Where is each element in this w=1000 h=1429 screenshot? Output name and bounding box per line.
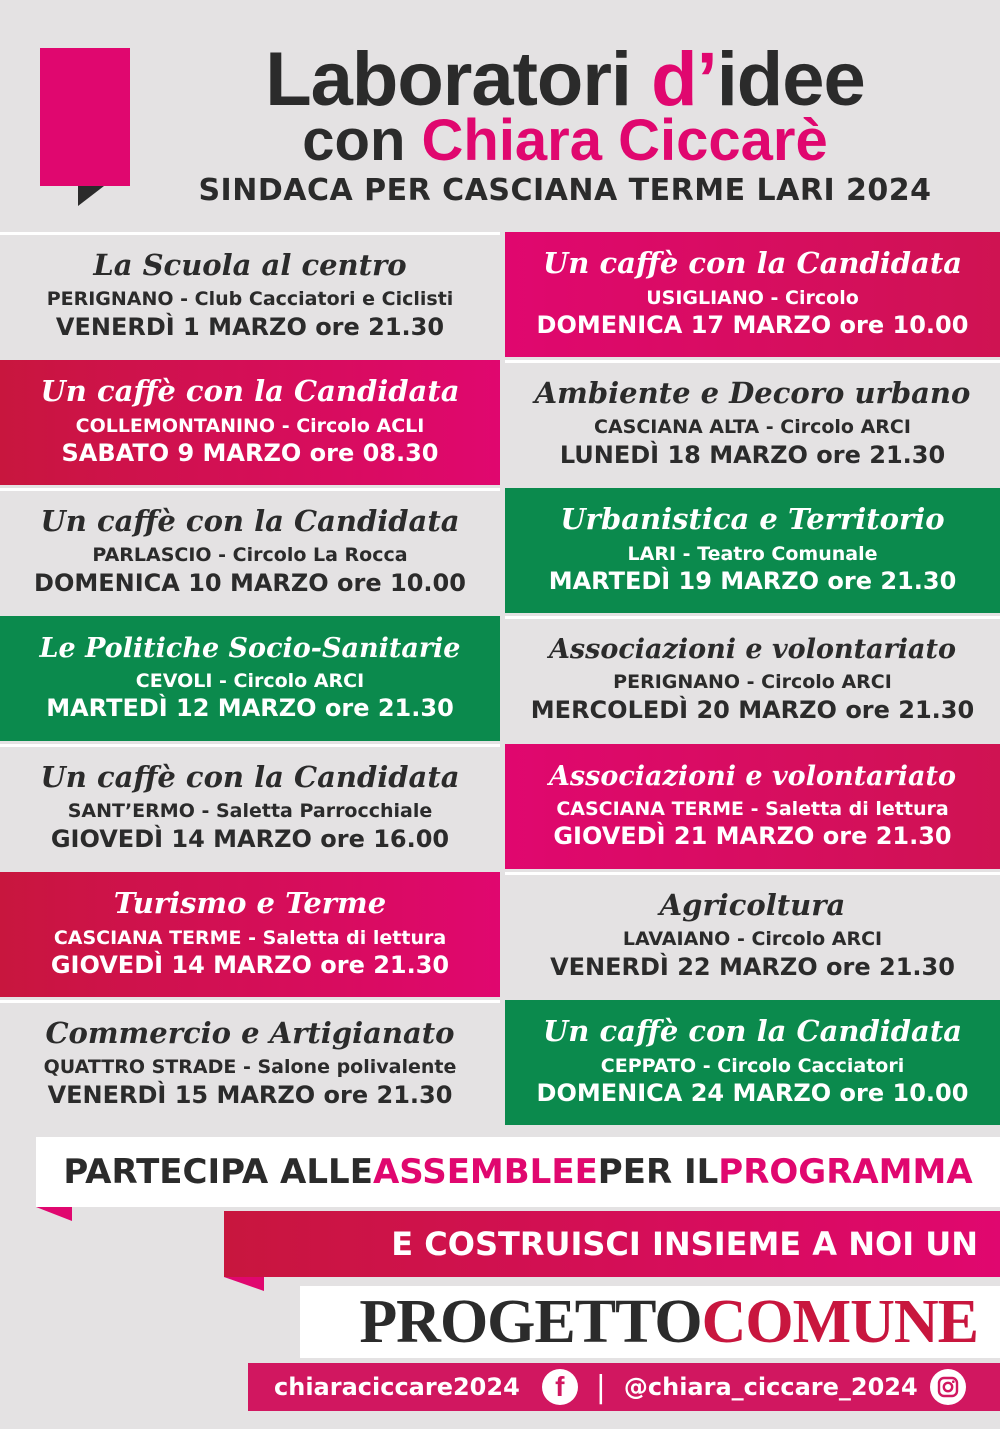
- event-card: [0, 488, 500, 613]
- event-date: VENERDÌ 15 MARZO ore 21.30: [47, 1080, 453, 1109]
- event-title: Un caffè con la Candidata: [40, 503, 460, 538]
- event-title: Un caffè con la Candidata: [542, 1014, 963, 1049]
- event-place: SANT’ERMO - Saletta Parrocchiale: [67, 800, 433, 823]
- banner-text: PARTECIPA ALLE: [63, 1152, 373, 1192]
- event-date: VENERDÌ 22 MARZO ore 21.30: [550, 952, 955, 981]
- event-card: [505, 360, 1000, 485]
- event-place: CEVOLI - Circolo ARCI: [135, 669, 365, 692]
- event-date: GIOVEDÌ 14 MARZO ore 21.30: [50, 951, 450, 980]
- social-separator: |: [595, 1369, 606, 1405]
- event-card: [0, 616, 500, 741]
- page-subtitle: [160, 108, 970, 173]
- event-title: Un caffè con la Candidata: [40, 759, 460, 794]
- event-title: Un caffè con la Candidata: [40, 374, 460, 409]
- candidate-name: Chiara Ciccarè: [421, 108, 828, 173]
- build-together-banner: [224, 1211, 1000, 1277]
- event-card: [0, 360, 500, 485]
- banner-text: E COSTRUISCI INSIEME A NOI UN: [391, 1225, 978, 1263]
- event-place: CEPPATO - Circolo Cacciatori: [600, 1054, 905, 1077]
- facebook-icon[interactable]: f: [542, 1369, 578, 1405]
- event-date: DOMENICA 17 MARZO ore 10.00: [536, 311, 969, 340]
- event-date: DOMENICA 10 MARZO ore 10.00: [34, 568, 466, 597]
- participate-banner: [36, 1137, 1000, 1207]
- event-title: Un caffè con la Candidata: [542, 246, 963, 281]
- event-place: CASCIANA ALTA - Circolo ARCI: [594, 416, 911, 439]
- event-place: LARI - Teatro Comunale: [627, 542, 878, 565]
- event-title: Urbanistica e Territorio: [560, 502, 945, 537]
- slogan-progetto: PROGETTO: [359, 1287, 702, 1356]
- progetto-comune-banner: [300, 1286, 1000, 1358]
- subtitle-part-con: con: [302, 108, 422, 173]
- event-place: PERIGNANO - Club Cacciatori e Ciclisti: [46, 288, 454, 311]
- instagram-icon[interactable]: [930, 1369, 966, 1405]
- banner-text: PER IL: [597, 1152, 719, 1192]
- event-card: [0, 232, 500, 357]
- event-date: MARTEDÌ 19 MARZO ore 21.30: [548, 567, 957, 596]
- event-place: CASCIANA TERME - Saletta di lettura: [556, 797, 949, 820]
- event-card: [505, 1000, 1000, 1125]
- slogan-comune: COMUNE: [701, 1287, 978, 1356]
- logo-mark-tail: [78, 186, 104, 206]
- logo-mark: [40, 48, 130, 186]
- banner-fold: [224, 1277, 264, 1291]
- event-card: [505, 488, 1000, 613]
- event-title: Turismo e Terme: [113, 886, 387, 921]
- facebook-handle[interactable]: chiaraciccare2024: [274, 1373, 520, 1401]
- event-title: La Scuola al centro: [93, 247, 407, 282]
- event-title: Agricoltura: [659, 887, 846, 922]
- event-title: Associazioni e volontariato: [548, 634, 957, 665]
- event-place: USIGLIANO - Circolo: [646, 286, 859, 309]
- social-bar: [248, 1363, 1000, 1411]
- event-place: LAVAIANO - Circolo ARCI: [622, 928, 883, 951]
- event-place: COLLEMONTANINO - Circolo ACLI: [75, 414, 425, 437]
- title-part-idee: idee: [716, 37, 865, 122]
- event-card: [0, 744, 500, 869]
- event-title: Commercio e Artigianato: [45, 1015, 455, 1050]
- event-title: Associazioni e volontariato: [548, 760, 957, 792]
- event-title: Ambiente e Decoro urbano: [534, 375, 971, 410]
- candidacy-line: SINDACA PER CASCIANA TERME LARI 2024: [198, 173, 932, 208]
- banner-highlight-programma: PROGRAMMA: [718, 1152, 973, 1192]
- event-card: [505, 744, 1000, 869]
- instagram-handle[interactable]: @chiara_ciccare_2024: [623, 1373, 918, 1401]
- title-part-d: d’: [651, 37, 717, 122]
- event-card: [0, 872, 500, 997]
- event-place: PERIGNANO - Circolo ARCI: [613, 671, 892, 694]
- title-part-laboratori: Laboratori: [265, 37, 652, 122]
- event-card: [505, 616, 1000, 741]
- event-title: Le Politiche Socio-Sanitarie: [39, 632, 461, 664]
- event-card: [505, 872, 1000, 997]
- event-date: VENERDÌ 1 MARZO ore 21.30: [55, 312, 445, 341]
- event-date: GIOVEDÌ 14 MARZO ore 16.00: [50, 824, 450, 853]
- event-date: LUNEDÌ 18 MARZO ore 21.30: [559, 440, 946, 469]
- event-date: SABATO 9 MARZO ore 08.30: [61, 439, 439, 468]
- events-grid: [0, 232, 1000, 1122]
- banner-highlight-assemblee: ASSEMBLEE: [372, 1152, 598, 1192]
- page-title: [160, 37, 970, 122]
- event-place: PARLASCIO - Circolo La Rocca: [92, 544, 408, 567]
- event-place: CASCIANA TERME - Saletta di lettura: [53, 926, 447, 949]
- event-date: DOMENICA 24 MARZO ore 10.00: [536, 1079, 969, 1108]
- banner-fold: [36, 1207, 72, 1221]
- event-date: GIOVEDÌ 21 MARZO ore 21.30: [553, 822, 952, 851]
- event-place: QUATTRO STRADE - Salone polivalente: [43, 1056, 457, 1079]
- event-date: MERCOLEDÌ 20 MARZO ore 21.30: [530, 695, 975, 724]
- event-date: MARTEDÌ 12 MARZO ore 21.30: [46, 694, 454, 723]
- event-card: [0, 1000, 500, 1125]
- event-card: [505, 232, 1000, 357]
